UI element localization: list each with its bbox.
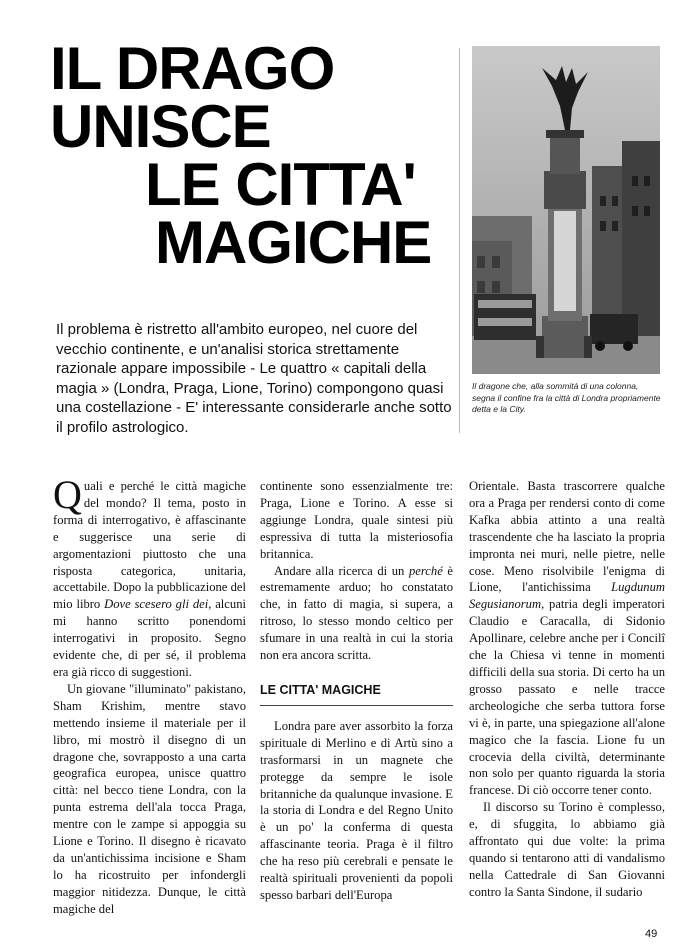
paragraph [260, 563, 453, 664]
paragraph: Londra pare aver assorbito la forza spirituale di Merlino e di Artù sino a trasformarsi in un magnete che protegge da sempre le isole britanniche da qualunque invasione. E la storia di Londra e del Regno Unito è un po' la conferma di questa affascinante teoria. Praga è il filtro che ha reso più cerebrali e pensate le realtà spirituali provenienti da popoli spesso barbari dell'Europa [260, 718, 453, 902]
photo-illustration [472, 46, 660, 374]
section-heading: LE CITTA' MAGICHE [260, 682, 453, 706]
paragraph [469, 478, 665, 799]
paragraph [53, 472, 246, 681]
italic-word: perché [408, 563, 443, 578]
paragraph-text: Andare alla ricerca di un [274, 563, 409, 578]
paragraph-text: , alcuni mi hanno scritto ponendomi interrogativi in proposito. Segno evidente che, di per sé, il problema era già ricco di suggestioni. [53, 597, 246, 679]
paragraph: continente sono essenzialmente tre: Praga, Lione e Torino. A esse si aggiunge Londra, quale sintesi più espressiva di tutta la misteriosofia britannica. [260, 479, 453, 561]
paragraph: Un giovane "illuminato" pakistano, Sham Krishim, mentre stavo mettendo insieme il materiale per il libro, mi mostrò il disegno di un dragone che, sovrapposto a una carta geografica europea, unisce quattro città: nel becco tiene Londra, con la punta estrema dell'ala tocca Praga, mentre con le zampe si appoggia su Lione e Torino. Il disegno è ricavato da un'antichissima incisione e Sham lo ha ricostruito per infondergli maggior nitidezza. Dunque, le città magiche del [53, 681, 246, 916]
paragraph-text: uali e perché le città magiche del mondo? Il tema, posto in forma di interrogativo, è affascinante e suggerisce una serie di argomentazioni piuttosto che una risposta categorica, unitaria, accettabile. Dopo la pubblicazione del mio libro [53, 479, 246, 612]
text-column-1 [53, 472, 246, 918]
paragraph-text: , patria degli imperatori Claudio e Caracalla, di Sidonio Apollinare, celebre anche per i Concilî che la Chiesa vi tenne in momenti difficili della sua storia. Di certo ha un grosso passato e nelle tracce archeologiche che serba tuttora forse vi è, in parte, una spiegazione all'alone magico che la fascia. Lione fu un crocevia della civiltà, determinante non solo per quanto riguarda la storia francese. Di ciò occorre tener conto. [469, 597, 665, 798]
paragraph-text: è estremamente arduo; ho constatato che, in fatto di magia, si supera, a ritroso, lo stesso mondo celtico per sfumare in una realtà in cui la storia non era ancora scritta. [260, 563, 453, 663]
headline-line-1: IL DRAGO [50, 35, 335, 102]
paragraph-text: Orientale. Basta trascorrere qualche ora a Praga per rendersi conto di come Kafka abbia attinto a una realtà trascendente che ha lasciato la propria impronta nei muri, nelle pietre, nelle cose. Meno risolvibile l'enigma di Lione, l'antichissima [469, 479, 665, 595]
text-column-2 [260, 478, 453, 904]
italic-name: Lugdunum Segusianorum [469, 580, 665, 612]
headline-line-3: LE CITTA' [145, 151, 416, 218]
page-number: 49 [645, 928, 658, 940]
book-title: Dove scesero gli dei [104, 597, 209, 612]
drop-cap: Q [53, 472, 82, 517]
paragraph: Il discorso su Torino è complesso, e, di sfuggita, lo abbiamo già affrontato qui due volte: la prima quando si tentarono atti di vandalismo nella Cattedrale di San Giovanni contro la Santa Sindone, il sudario [469, 800, 665, 899]
photo-caption: Il dragone che, alla sommità di una colonna, segna il confine fra la città di Londra propriamente detta e la City. [472, 381, 661, 414]
text-column-3 [469, 478, 665, 901]
headline-line-2: UNISCE [50, 93, 271, 160]
headline-line-4: MAGICHE [155, 209, 432, 276]
subtitle: Il problema è ristretto all'ambito europeo, nel cuore del vecchio continente, e un'analisi storica strettamente razionale appare impossibile - Le quattro « capitali della magia » (Londra, Praga, Lione, Torino) compongono quasi una costellazione - E' interessante considerarle anche sotto il profilo astrologico. [56, 321, 452, 436]
headline [50, 35, 460, 276]
vertical-divider [459, 48, 460, 433]
dragon-column-photo [472, 46, 660, 374]
